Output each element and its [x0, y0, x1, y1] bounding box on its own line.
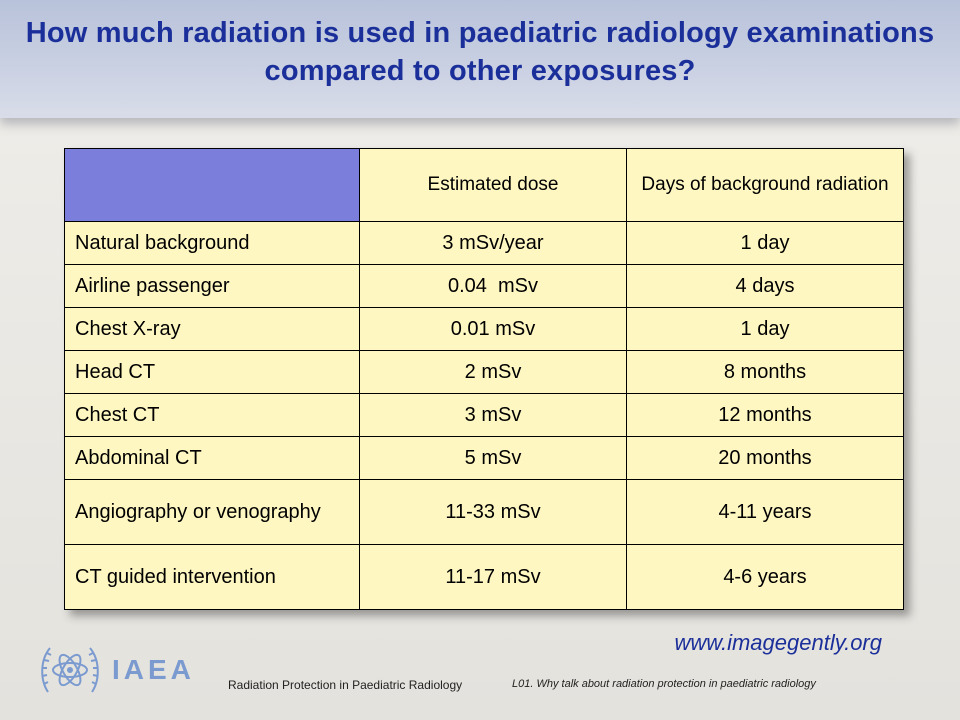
row-label: Natural background: [65, 222, 360, 265]
days-cell: 4-11 years: [627, 480, 904, 545]
table-row: [65, 394, 904, 437]
table-corner-cell: [65, 149, 360, 222]
dose-cell: 5 mSv: [360, 437, 627, 480]
slide-title: How much radiation is used in paediatric radiology examinations compared to other exposures?: [25, 17, 935, 87]
dose-comparison-table: [64, 148, 904, 610]
row-label: Airline passenger: [65, 265, 360, 308]
column-header-estimated-dose: Estimated dose: [360, 149, 627, 222]
table-row: [65, 265, 904, 308]
dose-cell: 3 mSv/year: [360, 222, 627, 265]
table-row: [65, 437, 904, 480]
footer-lecture-title: L01. Why talk about radiation protection in paediatric radiology: [512, 678, 816, 690]
iaea-wordmark: IAEA: [112, 654, 195, 685]
row-label: Chest CT: [65, 394, 360, 437]
table-row: [65, 222, 904, 265]
iaea-emblem-icon: [38, 640, 102, 700]
dose-cell: 11-17 mSv: [360, 545, 627, 610]
days-cell: 1 day: [627, 222, 904, 265]
days-cell: 1 day: [627, 308, 904, 351]
table-row: [65, 308, 904, 351]
dose-cell: 3 mSv: [360, 394, 627, 437]
dose-cell: 0.01 mSv: [360, 308, 627, 351]
table-row: [65, 480, 904, 545]
footer-course-title: Radiation Protection in Paediatric Radiology: [228, 678, 463, 692]
website-link[interactable]: www.imagegently.org: [674, 630, 882, 655]
dose-cell: 2 mSv: [360, 351, 627, 394]
table-row: [65, 545, 904, 610]
days-cell: 12 months: [627, 394, 904, 437]
dose-cell: 0.04 mSv: [360, 265, 627, 308]
table-header-row: [65, 149, 904, 222]
column-header-days-background: Days of background radiation: [627, 149, 904, 222]
days-cell: 20 months: [627, 437, 904, 480]
row-label: Abdominal CT: [65, 437, 360, 480]
days-cell: 4-6 years: [627, 545, 904, 610]
row-label: Head CT: [65, 351, 360, 394]
iaea-logo: [38, 640, 208, 700]
days-cell: 8 months: [627, 351, 904, 394]
row-label: CT guided intervention: [65, 545, 360, 610]
row-label: Angiography or venography: [65, 480, 360, 545]
days-cell: 4 days: [627, 265, 904, 308]
dose-cell: 11-33 mSv: [360, 480, 627, 545]
table-row: [65, 351, 904, 394]
row-label: Chest X-ray: [65, 308, 360, 351]
